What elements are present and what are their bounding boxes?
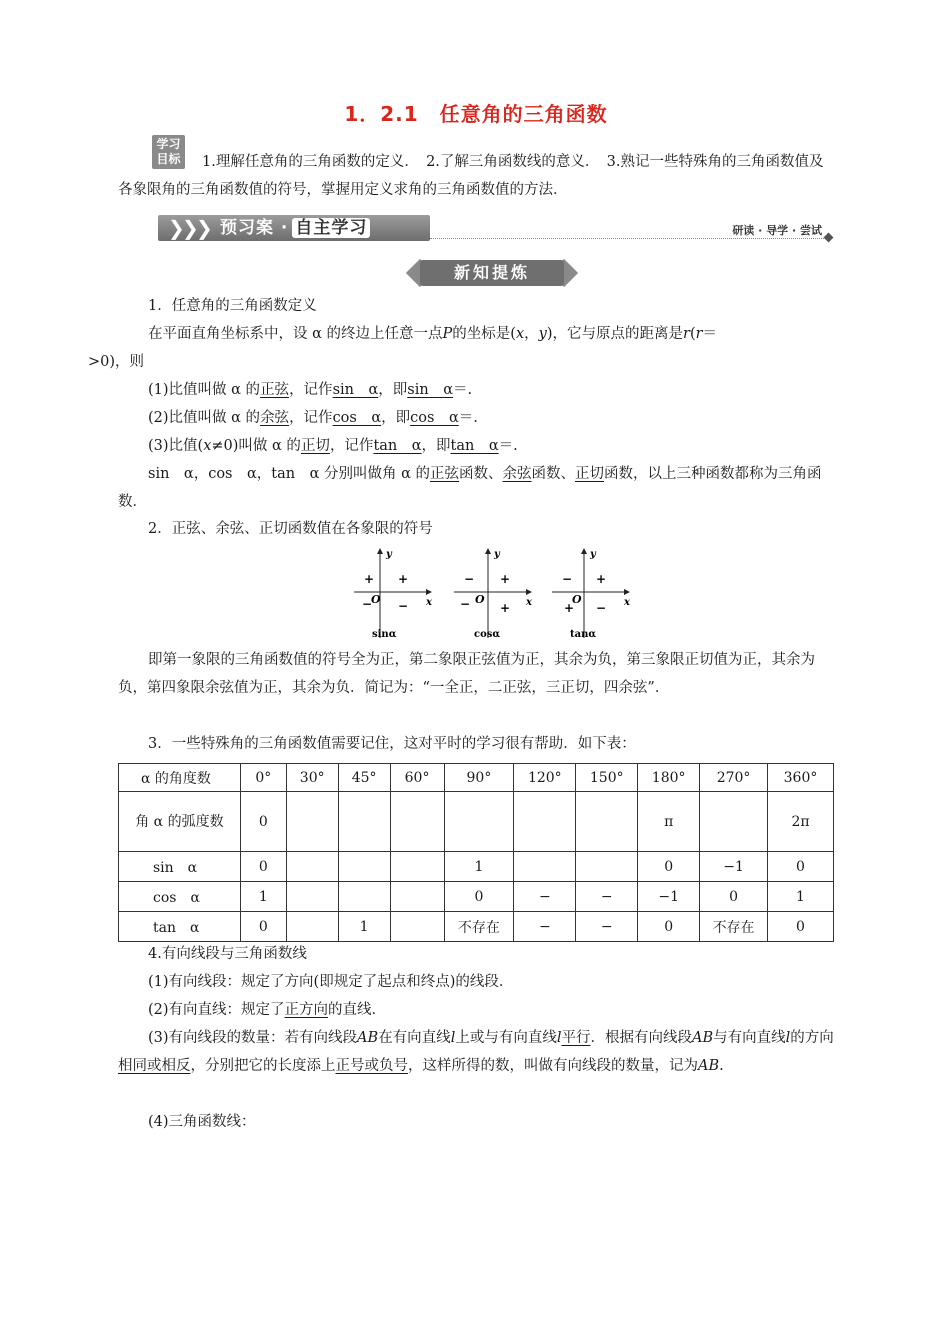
table-cell	[576, 792, 638, 852]
learning-goals-text: 1.理解任意角的三角函数的定义． 2.了解三角函数线的意义． 3.熟记一些特殊角的三角函数值及各象限角的三角函数值的符号，掌握用定义求角的三角函数值的方法．	[118, 154, 824, 198]
table-cell	[390, 882, 444, 912]
axis-x-label: x	[624, 597, 630, 608]
axis-x-label: x	[426, 597, 432, 608]
sign-q2: −	[464, 572, 475, 586]
s2-heading: 2．正弦、余弦、正切函数值在各象限的符号	[148, 521, 433, 537]
table-cell	[286, 882, 338, 912]
badge-line2: 目标	[156, 152, 181, 166]
quadrant-sign-diagrams	[352, 548, 642, 640]
table-cell: −	[514, 882, 576, 912]
origin-label: O	[371, 593, 381, 606]
s1-sine-def: (1)比值叫做 α 的正弦，记作sin α，即sin α＝.	[148, 382, 473, 398]
table-cell: 1	[240, 882, 286, 912]
diagram-caption: tanα	[570, 629, 597, 640]
sign-q2: −	[562, 572, 573, 586]
s1-cosine-def: (2)比值叫做 α 的余弦，记作cos α，即cos α＝.	[148, 410, 478, 426]
chevron-icon: ❯	[196, 216, 213, 240]
s4-directed-line: (2)有向直线：规定了正方向的直线．	[148, 1002, 387, 1018]
section-tag	[404, 259, 580, 287]
table-row	[119, 792, 834, 852]
table-cell: −	[576, 882, 638, 912]
sign-q4: −	[596, 601, 607, 615]
banner-part2: 自主学习	[292, 218, 370, 238]
table-cell: −	[576, 912, 638, 942]
chevron-icon: ❯	[168, 216, 185, 240]
table-header-row	[119, 764, 834, 792]
table-cell	[576, 852, 638, 882]
s1-intro: 在平面直角坐标系中，设 α 的终边上任意一点P的坐标是(x，y)，它与原点的距离是r(r＝ >0)，则	[88, 326, 718, 370]
table-cell: 0	[444, 882, 514, 912]
table-cell: 0	[768, 912, 834, 942]
table-cell: −1	[638, 882, 700, 912]
table-cell: sin α	[119, 852, 241, 882]
table-cell: −1	[700, 852, 768, 882]
s3-heading: 3．一些特殊角的三角函数值需要记住，这对平时的学习很有帮助．如下表：	[148, 736, 636, 752]
section-tag-label: 新知提炼	[420, 260, 564, 286]
s2-summary: 即第一象限的三角函数值的符号全为正，第二象限正弦值为正，其余为负，第三象限正切值为正，其余为负，第四象限余弦值为正，其余为负．简记为：“一全正，二正弦，三正切，四余弦”．	[118, 652, 815, 696]
table-cell: α 的角度数	[119, 764, 241, 792]
table-cell: 0	[638, 852, 700, 882]
sign-q3: −	[460, 597, 471, 611]
s4-trig-lines: (4)三角函数线：	[148, 1114, 256, 1130]
sign-q4: −	[398, 599, 409, 613]
table-cell: cos α	[119, 882, 241, 912]
table-cell	[338, 852, 390, 882]
table-cell: 60°	[390, 764, 444, 792]
table-cell: 270°	[700, 764, 768, 792]
diagram-caption: sinα	[372, 629, 397, 640]
table-cell	[444, 792, 514, 852]
origin-label: O	[572, 593, 582, 606]
axis-x-label: x	[526, 597, 532, 608]
axis-y-label: y	[590, 549, 596, 560]
sign-q1: +	[596, 572, 607, 586]
chevron-icon: ❯	[182, 216, 199, 240]
table-row	[119, 852, 834, 882]
diagram-caption: cosα	[474, 629, 501, 640]
sin-quadrant-diagram	[352, 548, 434, 640]
s4-segment-quantity: (3)有向线段的数量：若有向线段AB在有向直线l上或与有向直线l平行．根据有向线段AB与有向直线l的方向相同或相反，分别把它的长度添上正号或负号，这样所得的数，叫做有向线段的数量，记为AB.	[118, 1030, 834, 1074]
s1-heading: 1．任意角的三角函数定义	[148, 298, 317, 314]
banner-subtitle: 研读 · 导学 · 尝试	[732, 224, 822, 237]
table-cell: 0°	[240, 764, 286, 792]
table-cell: 不存在	[700, 912, 768, 942]
banner-title	[220, 215, 370, 241]
preview-banner	[158, 212, 832, 244]
s4-directed-segment: (1)有向线段：规定了方向(即规定了起点和终点)的线段．	[148, 974, 514, 990]
table-cell	[514, 852, 576, 882]
table-cell: 120°	[514, 764, 576, 792]
table-cell: 30°	[286, 764, 338, 792]
s1-summary: sin α，cos α，tan α 分别叫做角 α 的正弦函数、余弦函数、正切函数，以上三种函数都称为三角函数．	[118, 466, 822, 510]
table-cell	[286, 792, 338, 852]
s1-tangent-def: (3)比值(x≠0)叫做 α 的正切，记作tan α，即tan α＝.	[148, 438, 518, 454]
table-cell: 0	[240, 852, 286, 882]
axis-y-label: y	[386, 549, 392, 560]
page-title: 1．2.1 任意角的三角函数	[344, 102, 608, 126]
cos-quadrant-diagram	[452, 548, 534, 640]
table-cell: 1	[768, 882, 834, 912]
sign-q1: +	[500, 572, 511, 586]
table-cell: 2π	[768, 792, 834, 852]
badge-line1: 学习	[156, 137, 181, 151]
table-cell: 0	[638, 912, 700, 942]
origin-label: O	[475, 593, 485, 606]
sign-q2: +	[364, 572, 375, 586]
table-cell	[286, 912, 338, 942]
table-row	[119, 882, 834, 912]
table-cell	[700, 792, 768, 852]
table-cell	[338, 792, 390, 852]
table-cell: −	[514, 912, 576, 942]
tan-quadrant-diagram	[550, 548, 632, 640]
special-angles-table	[118, 763, 834, 942]
banner-dotted-line	[430, 238, 830, 239]
table-cell: 0	[700, 882, 768, 912]
table-cell: 150°	[576, 764, 638, 792]
table-cell: π	[638, 792, 700, 852]
table-cell: 1	[444, 852, 514, 882]
table-cell	[514, 792, 576, 852]
table-cell: 不存在	[444, 912, 514, 942]
table-cell: 45°	[338, 764, 390, 792]
table-row	[119, 912, 834, 942]
table-cell	[390, 912, 444, 942]
table-cell: 角 α 的弧度数	[119, 792, 241, 852]
table-cell	[390, 792, 444, 852]
table-cell: 180°	[638, 764, 700, 792]
table-cell: 90°	[444, 764, 514, 792]
table-cell: 1	[338, 912, 390, 942]
s4-heading: 4.有向线段与三角函数线	[148, 946, 307, 962]
banner-part1: 预习案	[220, 218, 274, 238]
sign-q1: +	[398, 572, 409, 586]
table-cell: 0	[768, 852, 834, 882]
sign-q3: +	[564, 601, 575, 615]
banner-left	[158, 215, 430, 241]
table-cell	[390, 852, 444, 882]
axis-y-label: y	[494, 549, 500, 560]
table-cell: tan α	[119, 912, 241, 942]
table-cell: 0	[240, 792, 286, 852]
table-cell: 360°	[768, 764, 834, 792]
table-cell: 0	[240, 912, 286, 942]
diamond-icon	[824, 233, 834, 243]
sign-q3: −	[362, 597, 373, 611]
table-cell	[286, 852, 338, 882]
sign-q4: +	[500, 601, 511, 615]
table-cell	[338, 882, 390, 912]
banner-dot: ·	[280, 218, 289, 238]
